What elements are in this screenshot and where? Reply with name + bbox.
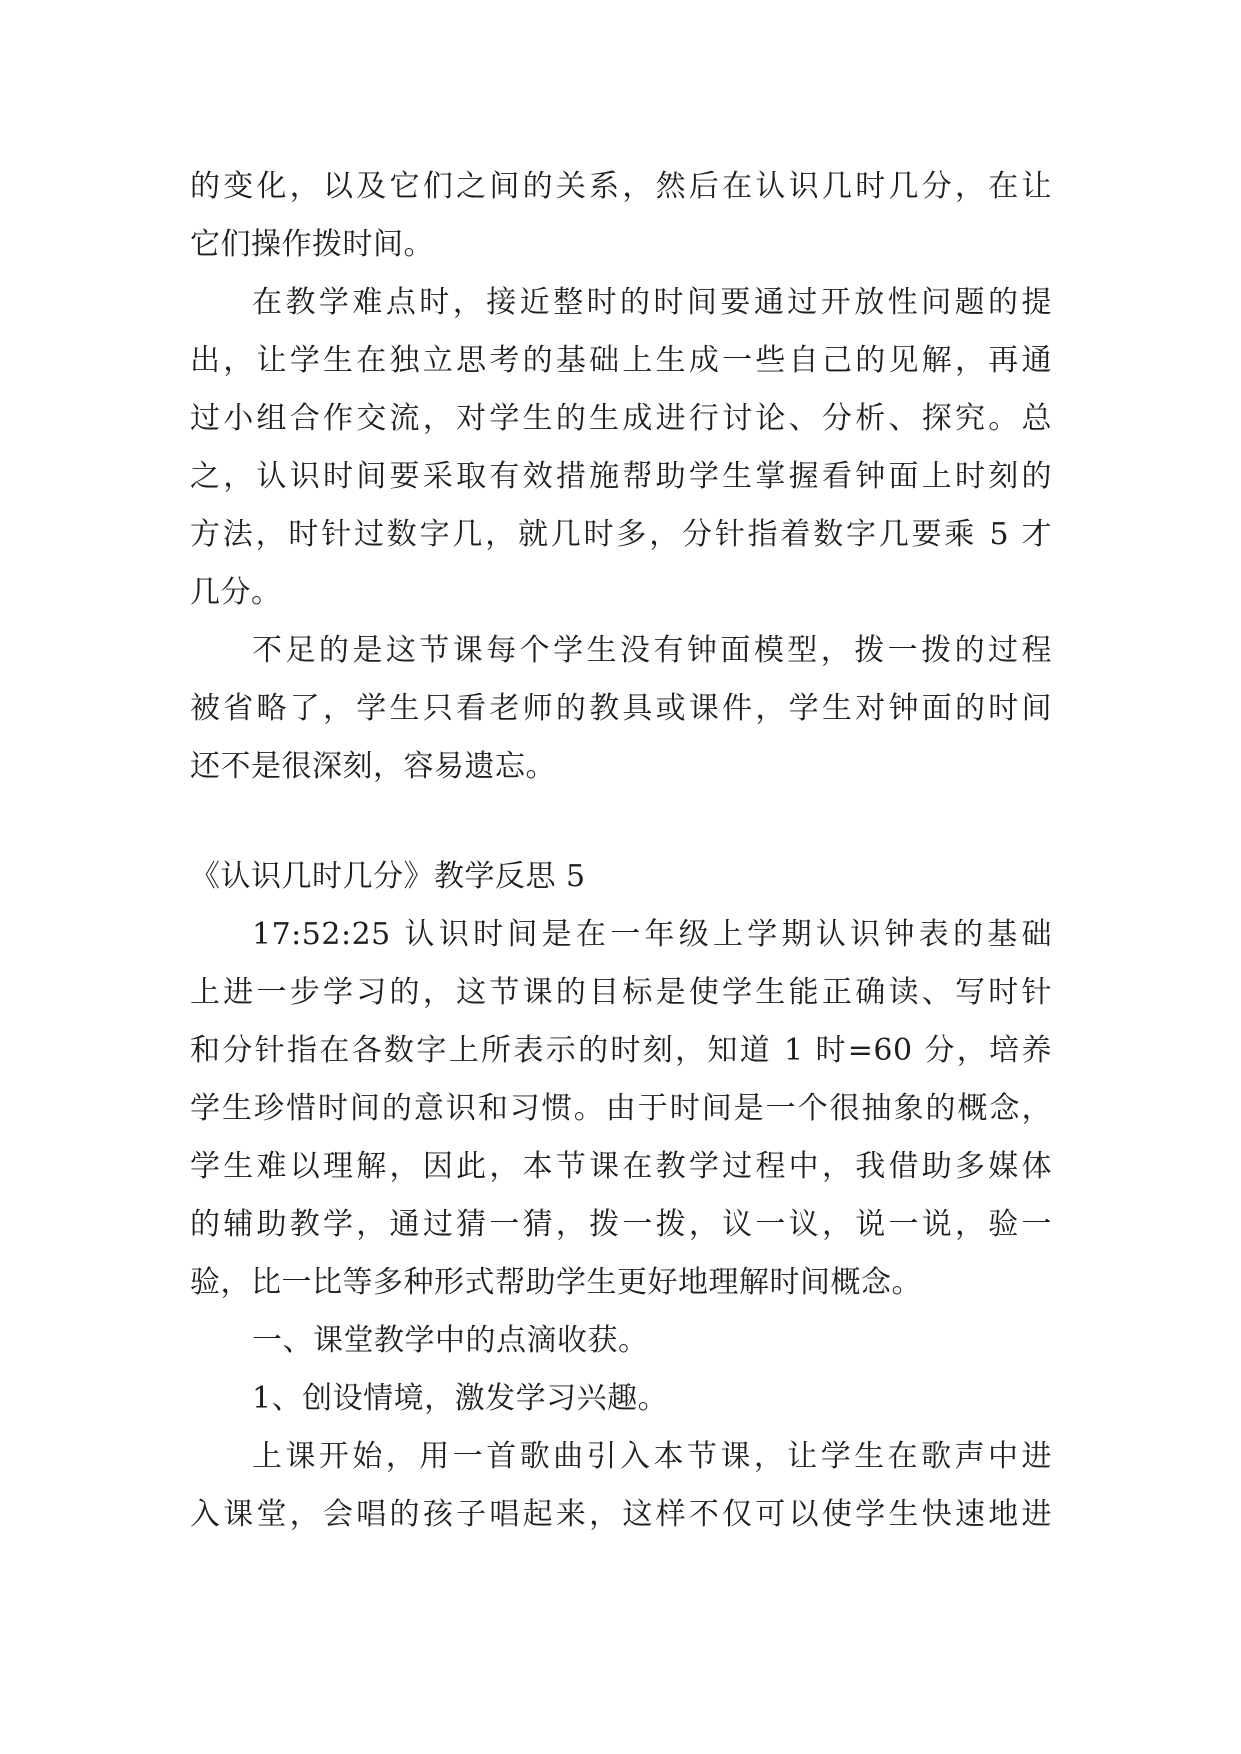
paragraph-line: 入课堂，会唱的孩子唱起来，这样不仅可以使学生快速地进 [190,1497,1052,1532]
section-title: 《认识几时几分》教学反思 5 [190,859,586,894]
paragraph-line: 学生难以理解，因此，本节课在教学过程中，我借助多媒体 [190,1149,1052,1184]
paragraph-line: 上进一步学习的，这节课的目标是使学生能正确读、写时针 [190,975,1052,1010]
paragraph-line: 过小组合作交流，对学生的生成进行讨论、分析、探究。总 [190,401,1052,436]
paragraph-line: 学生珍惜时间的意识和习惯。由于时间是一个很抽象的概念， [190,1091,1052,1126]
paragraph-line: 上课开始，用一首歌曲引入本节课，让学生在歌声中进 [252,1439,1052,1474]
paragraph-line: 出，让学生在独立思考的基础上生成一些自己的见解，再通 [190,343,1052,378]
subheading-line: 一、课堂教学中的点滴收获。 [252,1323,649,1358]
paragraph-line: 在教学难点时，接近整时的时间要通过开放性问题的提 [252,285,1052,320]
paragraph-line: 之，认识时间要采取有效措施帮助学生掌握看钟面上时刻的 [190,459,1052,494]
paragraph-line: 的变化，以及它们之间的关系，然后在认识几时几分，在让 [190,169,1052,204]
paragraph-line: 几分。 [190,575,282,610]
paragraph-line: 还不是很深刻，容易遗忘。 [190,749,556,784]
paragraph-line: 17:52:25 认识时间是在一年级上学期认识钟表的基础 [252,917,1052,952]
paragraph-line: 它们操作拨时间。 [190,227,434,262]
paragraph-line: 和分针指在各数字上所表示的时刻，知道 1 时=60 分，培养 [190,1033,1052,1068]
paragraph-line: 验，比一比等多种形式帮助学生更好地理解时间概念。 [190,1265,922,1300]
subheading-line: 1、创设情境，激发学习兴趣。 [252,1381,669,1416]
paragraph-line: 的辅助教学，通过猜一猜，拨一拨，议一议，说一说，验一 [190,1207,1052,1242]
paragraph-line: 被省略了，学生只看老师的教具或课件，学生对钟面的时间 [190,691,1052,726]
paragraph-line: 不足的是这节课每个学生没有钟面模型，拨一拨的过程 [252,633,1052,668]
paragraph-line: 方法，时针过数字几，就几时多，分针指着数字几要乘 5 才 [190,517,1052,552]
